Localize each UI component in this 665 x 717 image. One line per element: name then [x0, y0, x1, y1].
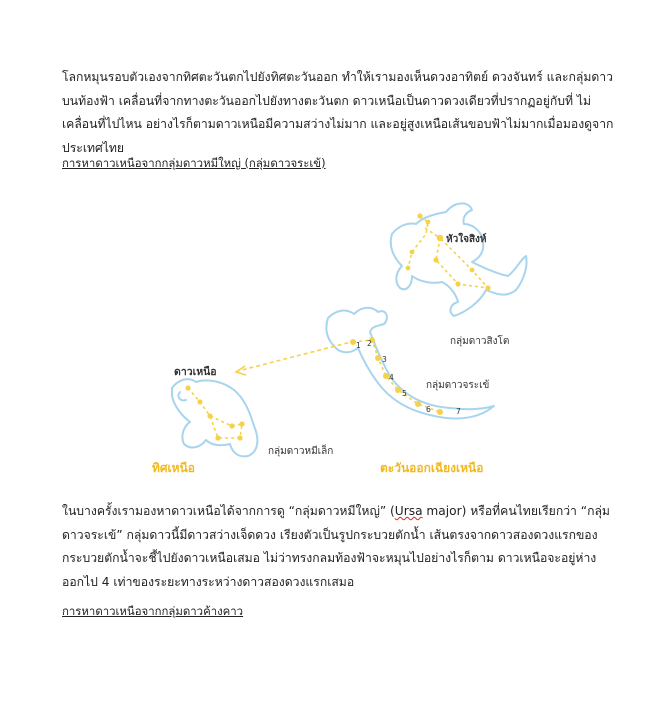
star-number: 5: [402, 389, 407, 398]
body2-line: [62, 500, 610, 524]
body2-text: ในบางครั้งเรามองหาดาวเหนือได้จากการดู “กลุ่มดาวหมีใหญ่” (: [62, 504, 395, 518]
body2-line: กระบวยตักน้ำจะชี้ไปยังดาวเหนือเสมอ ไม่ว่าทรงกลมท้องฟ้าจะหมุนไปอย่างไรก็ตาม ดาวเหนือจะอยู่ห่าง: [62, 551, 597, 565]
section-heading-ursa-major: การหาดาวเหนือจากกลุ่มดาวหมีใหญ่ (กลุ่มดาวจระเข้): [62, 156, 326, 170]
star-number: 7: [456, 407, 461, 416]
star: [197, 399, 202, 404]
little-bear-outline: [172, 379, 257, 456]
constellation-illustration: [150, 190, 540, 480]
star: [470, 268, 475, 273]
intro-line: บนท้องฟ้า เคลื่อนที่จากทางตะวันออกไปยังทางตะวันตก ดาวเหนือเป็นดาวดวงเดียวที่ปรากฏอยู่กับที่ ไม่: [62, 93, 592, 108]
star: [410, 250, 415, 255]
star: [207, 413, 212, 418]
intro-paragraph: [62, 66, 614, 160]
star-number: 3: [382, 355, 387, 364]
section-heading-bat: การหาดาวเหนือจากกลุ่มดาวค้างคาว: [62, 604, 244, 618]
body2-text: major) หรือที่คนไทยเรียกว่า “กลุ่ม: [422, 504, 610, 518]
intro-line: ประเทศไทย: [62, 140, 125, 155]
label-northeast: ตะวันออกเฉียงเหนือ: [380, 461, 484, 475]
star: [185, 385, 190, 390]
star: [417, 213, 422, 218]
star: [455, 281, 460, 286]
label-little-bear: กลุ่มดาวหมีเล็ก: [268, 446, 334, 457]
label-crocodile: กลุ่มดาวจระเข้: [426, 380, 490, 391]
spellcheck-word: Ursa: [394, 504, 423, 518]
intro-line: เคลื่อนที่ไปไหน อย่างไรก็ตามดาวเหนือมีความสว่างไม่มาก และอยู่สูงเหนือเส้นขอบฟ้าไม่มากเมื่อมองดูจาก: [62, 117, 614, 131]
star: [215, 435, 220, 440]
star-number: 1: [356, 341, 361, 350]
star: [437, 409, 443, 415]
lion-outline: [391, 203, 527, 316]
star: [426, 220, 431, 225]
body-paragraph-2: [62, 500, 610, 594]
star: [229, 423, 234, 428]
crocodile-outline: [326, 308, 494, 419]
pointer-line: [238, 341, 355, 371]
star: [395, 387, 401, 393]
star: [485, 285, 490, 290]
body2-line: ดาวจระเข้” กลุ่มดาวนี้มีดาวสว่างเจ็ดดวง เรียงตัวเป็นรูปกระบวยตักน้ำ เส้นตรงจากดาวสองดวงแรกของ: [62, 527, 598, 542]
little-bear-lines: [188, 388, 242, 438]
intro-line: โลกหมุนรอบตัวเองจากทิศตะวันตกไปยังทิศตะวันออก ทำให้เรามองเห็นดวงอาทิตย์ ดวงจันทร์ และกลุ่มดาว: [62, 70, 613, 84]
star-number: 2: [367, 339, 372, 348]
body2-line: ออกไป 4 เท่าของระยะทางระหว่างดาวสองดวงแรกเสมอ: [62, 574, 355, 589]
star: [437, 235, 443, 241]
star-number: 6: [426, 405, 431, 414]
star: [239, 421, 244, 426]
star: [406, 266, 411, 271]
star: [237, 435, 242, 440]
label-north: ทิศเหนือ: [152, 461, 195, 475]
label-polaris: ดาวเหนือ: [174, 366, 217, 378]
label-leo-head: หัวใจสิงห์: [446, 234, 487, 245]
star-number: 4: [389, 373, 394, 382]
pointer-arrowhead: [236, 366, 246, 375]
star: [415, 401, 421, 407]
label-leo: กลุ่มดาวสิงโต: [450, 336, 510, 347]
star: [375, 355, 381, 361]
star: [433, 257, 438, 262]
